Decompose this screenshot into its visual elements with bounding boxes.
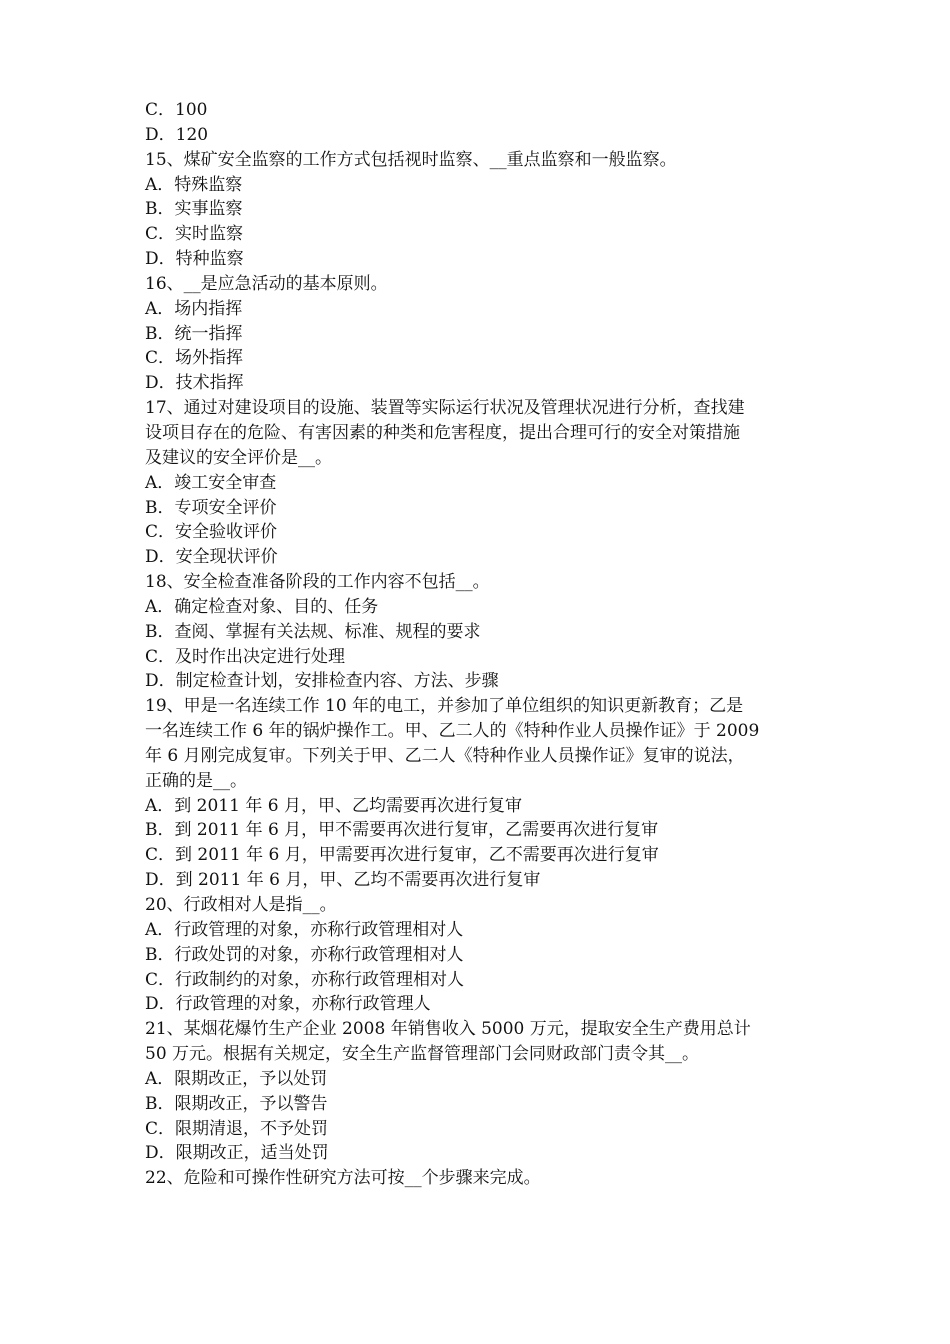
question-line: 一名连续工作 6 年的锅炉操作工。甲、乙二人的《特种作业人员操作证》于 2009 [145, 721, 760, 742]
question-line: 17、通过对建设项目的设施、装置等实际运行状况及管理状况进行分析，查找建 [145, 398, 745, 419]
answer-option: A．竣工安全审查 [145, 472, 277, 493]
question-line: 设项目存在的危险、有害因素的种类和危害程度，提出合理可行的安全对策措施 [145, 422, 740, 443]
answer-option: A．确定检查对象、目的、任务 [145, 596, 379, 617]
answer-option: A．特殊监察 [145, 174, 243, 195]
answer-option: C．限期清退，不予处罚 [145, 1118, 329, 1139]
question-line: 正确的是__。 [145, 770, 247, 791]
question-line: 年 6 月刚完成复审。下列关于甲、乙二人《特种作业人员操作证》复审的说法， [145, 745, 745, 766]
answer-option: C．及时作出决定进行处理 [145, 646, 346, 667]
question-line: 及建议的安全评价是__。 [145, 447, 332, 468]
answer-option: C．到 2011 年 6 月，甲需要再次进行复审，乙不需要再次进行复审 [145, 845, 659, 866]
answer-option: D．技术指挥 [145, 373, 244, 394]
answer-option: D．安全现状评价 [145, 547, 278, 568]
answer-option: B．专项安全评价 [145, 497, 277, 518]
document-page [145, 98, 810, 1191]
answer-option: C．100 [145, 100, 208, 120]
answer-option: D．制定检查计划，安排检查内容、方法、步骤 [145, 671, 499, 692]
answer-option: A．到 2011 年 6 月，甲、乙均需要再次进行复审 [145, 795, 522, 816]
answer-option: A．行政管理的对象，亦称行政管理相对人 [145, 919, 464, 940]
question-text [145, 396, 810, 471]
question-line: 20、行政相对人是指__。 [145, 895, 337, 915]
question-text [145, 694, 810, 793]
question-text [145, 893, 810, 918]
question-line: 16、__是应急活动的基本原则。 [145, 273, 388, 294]
question-line: 19、甲是一名连续工作 10 年的电工，并参加了单位组织的知识更新教育；乙是 [145, 696, 744, 717]
question-text [145, 570, 810, 595]
answer-option: D．到 2011 年 6 月，甲、乙均不需要再次进行复审 [145, 870, 541, 891]
answer-option: B．查阅、掌握有关法规、标准、规程的要求 [145, 621, 481, 642]
answer-option: C．行政制约的对象，亦称行政管理相对人 [145, 969, 465, 990]
answer-option: B．实事监察 [145, 199, 243, 220]
question-line: 15、煤矿安全监察的工作方式包括视时监察、__重点监察和一般监察。 [145, 149, 677, 170]
answer-option: D．限期改正，适当处罚 [145, 1143, 329, 1164]
question-text [145, 1166, 810, 1191]
question-text [145, 272, 810, 297]
question-line: 50 万元。根据有关规定，安全生产监督管理部门会同财政部门责令其__。 [145, 1044, 700, 1065]
answer-option: A．场内指挥 [145, 298, 243, 319]
question-line: 18、安全检查准备阶段的工作内容不包括__。 [145, 572, 490, 593]
question-text [145, 1017, 810, 1067]
answer-option: B．到 2011 年 6 月，甲不需要再次进行复审，乙需要再次进行复审 [145, 820, 659, 841]
answer-option: D．行政管理的对象，亦称行政管理人 [145, 994, 431, 1015]
question-text [145, 148, 810, 173]
answer-option: B．限期改正，予以警告 [145, 1093, 328, 1114]
answer-option: C．场外指挥 [145, 348, 244, 369]
question-line: 21、某烟花爆竹生产企业 2008 年销售收入 5000 万元，提取安全生产费用总计 [145, 1019, 751, 1040]
answer-option: D．特种监察 [145, 249, 244, 270]
answer-option: C．安全验收评价 [145, 522, 278, 543]
answer-option: B．行政处罚的对象，亦称行政管理相对人 [145, 944, 464, 965]
answer-option: A．限期改正，予以处罚 [145, 1068, 328, 1089]
question-line: 22、危险和可操作性研究方法可按__个步骤来完成。 [145, 1168, 541, 1189]
answer-option: B．统一指挥 [145, 323, 243, 344]
answer-option: D．120 [145, 124, 209, 145]
answer-option: C．实时监察 [145, 224, 244, 245]
